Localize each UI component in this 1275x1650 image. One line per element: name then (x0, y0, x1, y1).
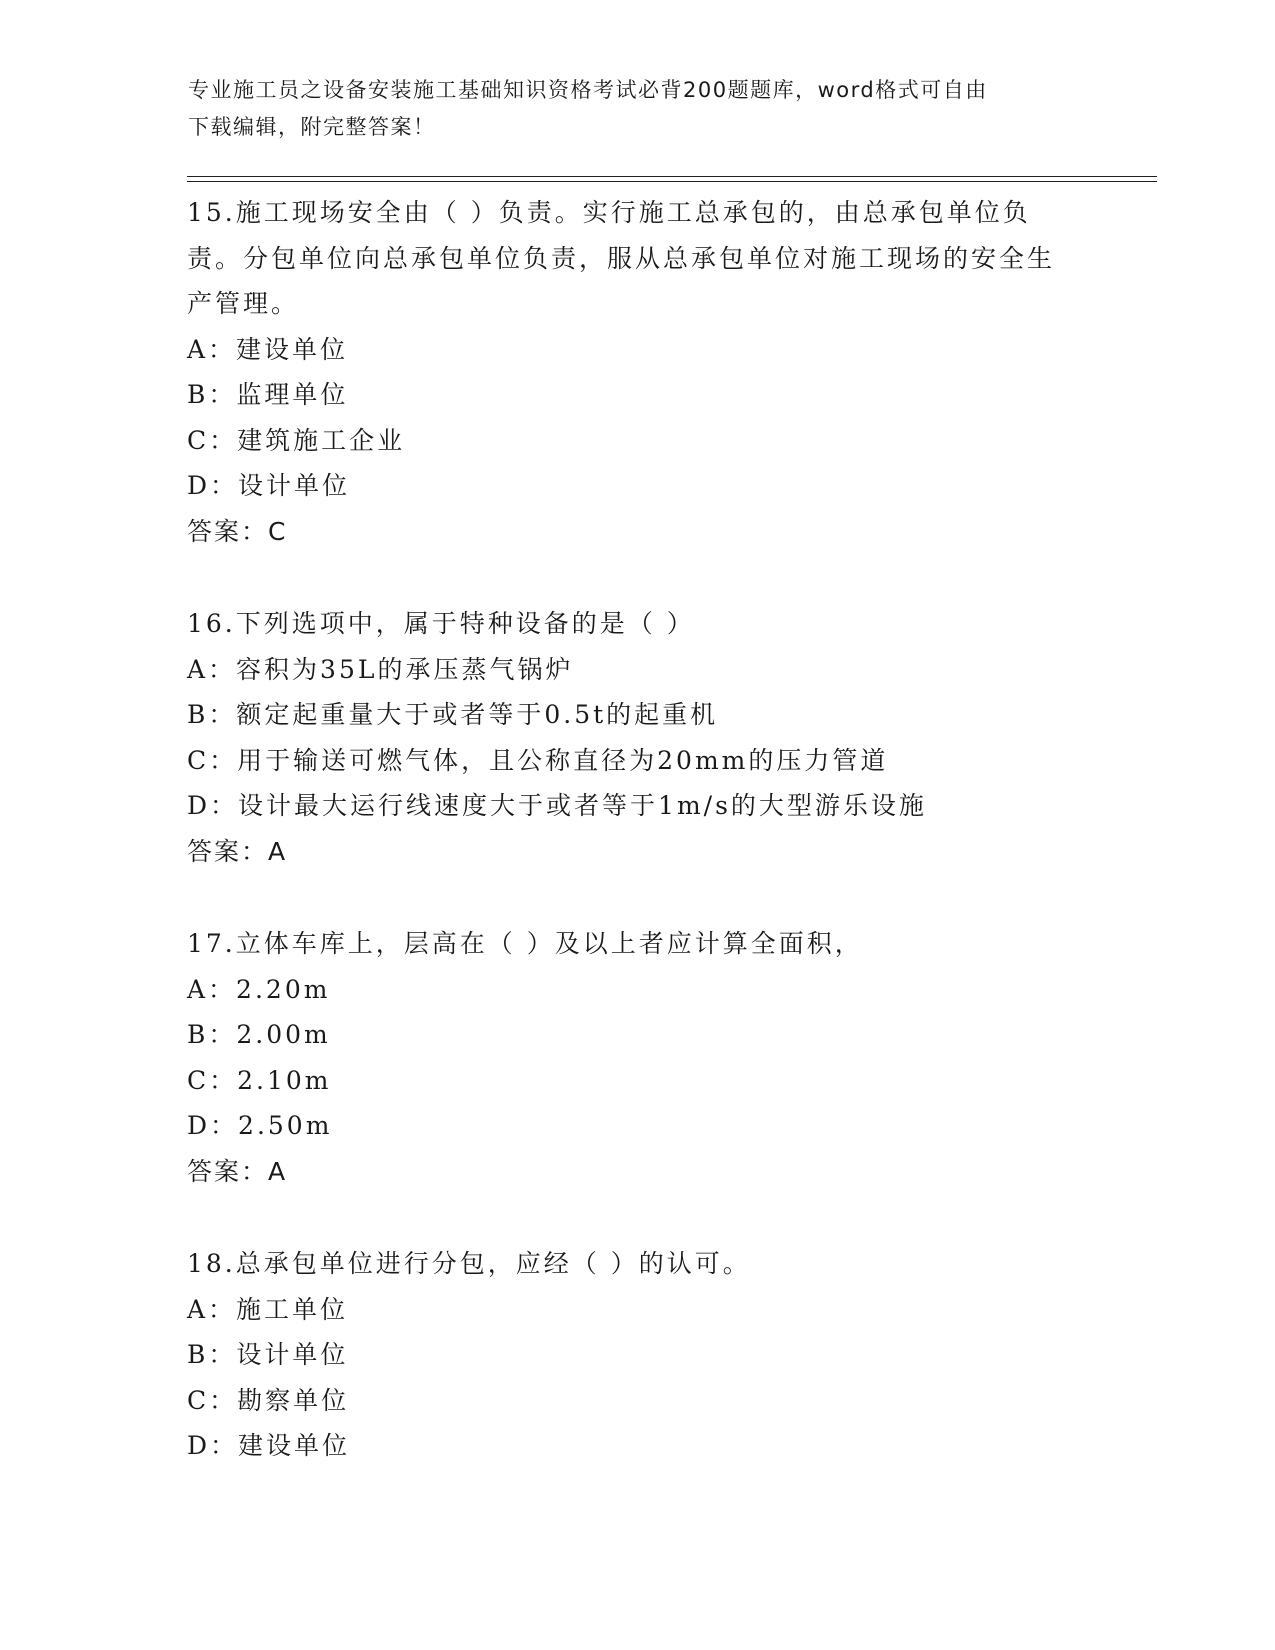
answer-line: 答案：A (187, 836, 288, 866)
question-stem: 18.总承包单位进行分包，应经（ ）的认可。 (187, 1249, 751, 1278)
option-c: C：用于输送可燃气体，且公称直径为20mm的压力管道 (187, 745, 889, 775)
question-16 (187, 601, 1087, 874)
option-d: D：设计单位 (187, 471, 351, 500)
option-b: B：2.00m (187, 1020, 331, 1049)
header-line-1: 专业施工员之设备安装施工基础知识资格考试必背200题题库，word格式可自由 (188, 78, 988, 102)
header-line-2: 下载编辑，附完整答案！ (188, 115, 436, 139)
option-a: A：2.20m (187, 974, 331, 1004)
option-b: B：设计单位 (187, 1340, 349, 1369)
option-d: D：2.50m (187, 1111, 333, 1140)
question-stem: 16.下列选项中，属于特种设备的是（ ） (187, 609, 695, 638)
answer-line: 答案：A (187, 1156, 288, 1186)
option-a: A：建设单位 (187, 334, 349, 364)
option-a: A：容积为35L的承压蒸气锅炉 (187, 654, 574, 684)
document-header (188, 72, 1088, 146)
question-18 (187, 1241, 1087, 1469)
option-b: B：额定起重量大于或者等于0.5t的起重机 (187, 700, 719, 729)
header-divider-top (187, 176, 1157, 177)
answer-line: 答案：C (187, 516, 288, 546)
question-stem: 17.立体车库上，层高在（ ）及以上者应计算全面积， (187, 929, 863, 958)
header-divider-bottom (187, 181, 1157, 182)
option-c: C：勘察单位 (187, 1385, 350, 1415)
option-d: D：设计最大运行线速度大于或者等于1m/s的大型游乐设施 (187, 791, 927, 820)
question-list (187, 190, 1087, 1516)
question-stem: 15.施工现场安全由（ ）负责。实行施工总承包的，由总承包单位负责。分包单位向总承包单位负责，服从总承包单位对施工现场的安全生产管理。 (187, 198, 1056, 318)
option-c: C：建筑施工企业 (187, 425, 406, 455)
option-d: D：建设单位 (187, 1431, 351, 1460)
question-15 (187, 190, 1087, 554)
option-a: A：施工单位 (187, 1294, 349, 1324)
question-17 (187, 921, 1087, 1194)
option-b: B：监理单位 (187, 380, 349, 409)
option-c: C：2.10m (187, 1065, 332, 1095)
